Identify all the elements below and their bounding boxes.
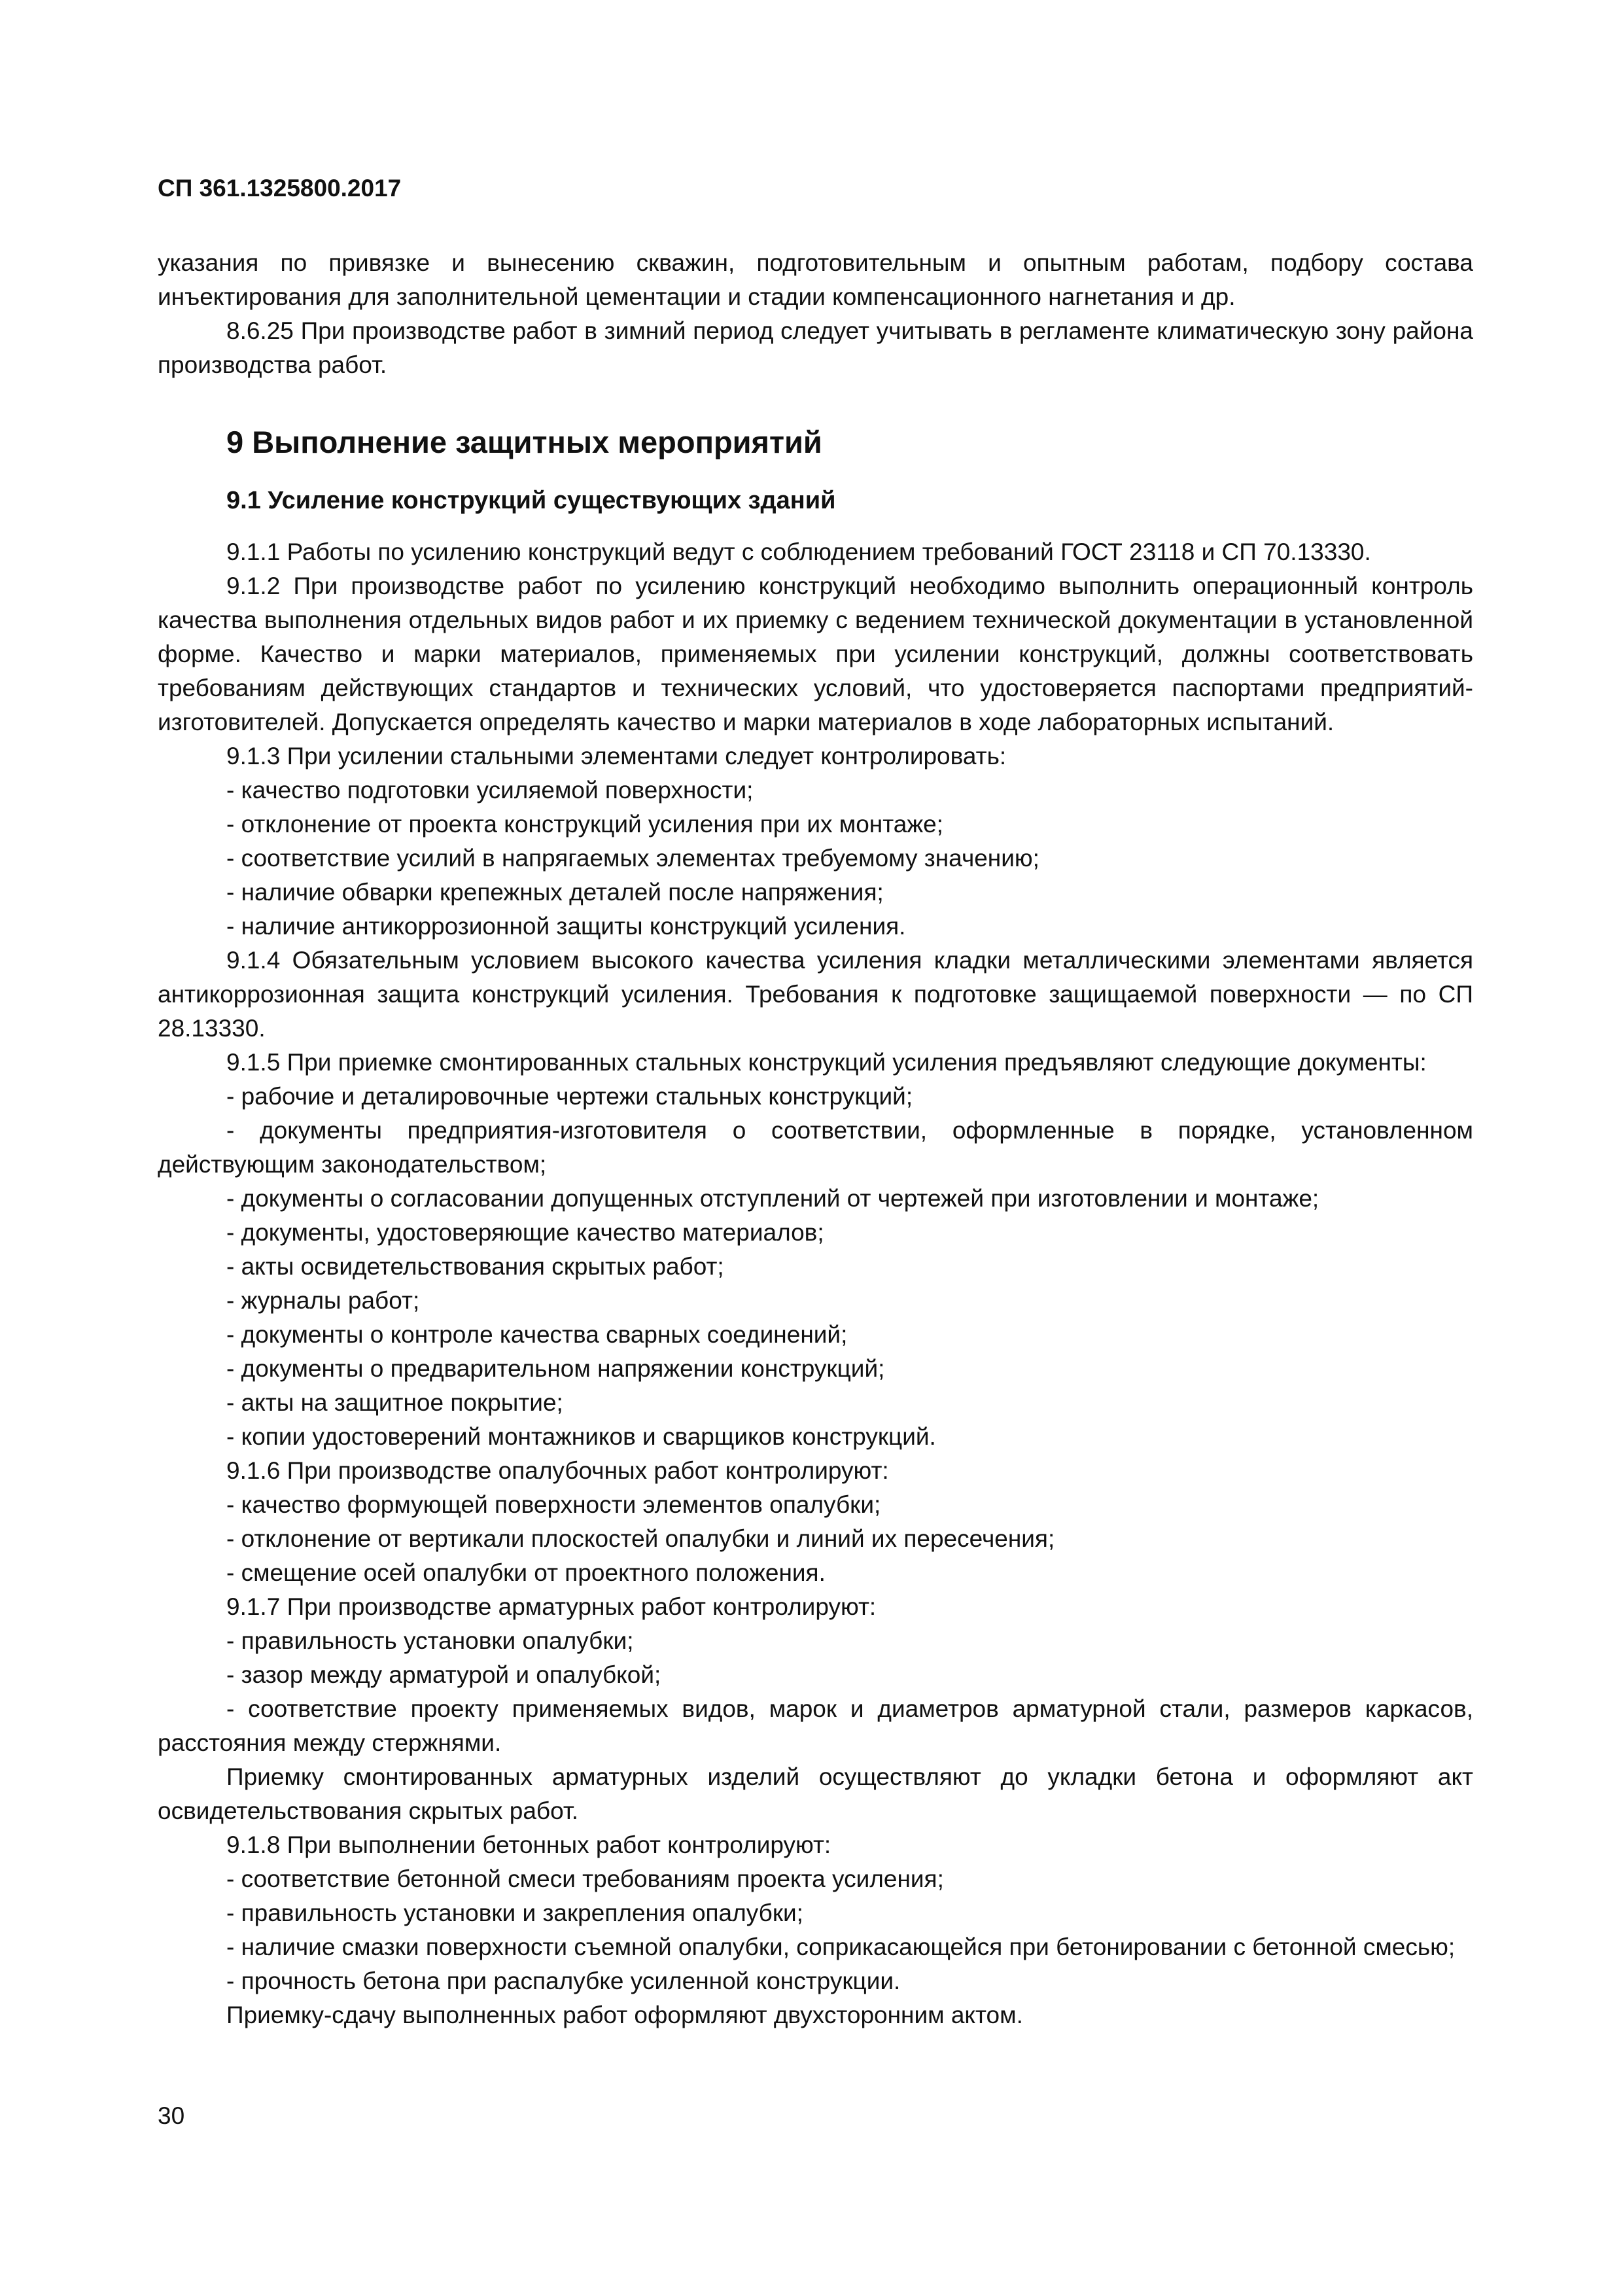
list-item: - наличие обварки крепежных деталей после напряжения; xyxy=(226,879,884,906)
paragraph-9-1-7-acceptance: Приемку смонтированных арматурных изделий осуществляют до укладки бетона и оформляют акт освидетельствования скрытых работ. xyxy=(158,1763,1473,1824)
list-item: - наличие смазки поверхности съемной опалубки, соприкасающейся при бетонировании с бетонной смесью; xyxy=(226,1934,1456,1960)
paragraph-8-6-25: 8.6.25 При производстве работ в зимний период следует учитывать в регламенте климатическую зону района производства работ. xyxy=(158,317,1473,378)
list-item: - соответствие бетонной смеси требованиям проекта усиления; xyxy=(226,1865,944,1892)
list-item: - документы о согласовании допущенных отступлений от чертежей при изготовлении и монтаже; xyxy=(226,1185,1319,1212)
list-item: - документы предприятия-изготовителя о соответствии, оформленные в порядке, установленном действующим законодательством; xyxy=(158,1117,1473,1178)
section-heading-9: 9 Выполнение защитных мероприятий xyxy=(226,425,822,459)
list-item: - документы о контроле качества сварных соединений; xyxy=(226,1321,848,1348)
list-item: - прочность бетона при распалубке усиленной конструкции. xyxy=(226,1968,901,1994)
list-item: - качество формующей поверхности элементов опалубки; xyxy=(226,1491,881,1518)
list-item: - документы о предварительном напряжении конструкций; xyxy=(226,1355,885,1382)
list-item: - соответствие проекту применяемых видов, марок и диаметров арматурной стали, размеров каркасов, расстояния между стержнями. xyxy=(158,1695,1473,1756)
paragraph-9-1-3: 9.1.3 При усилении стальными элементами следует контролировать: xyxy=(226,743,1007,769)
paragraph-9-1-2: 9.1.2 При производстве работ по усилению конструкций необходимо выполнить операционный контроль качества выполнения отдельных видов работ и их приемку с ведением технической документации в установленной форме. Качество и марки материалов, применяемых при усилении конструкций, должны соответствовать требованиям действующих стандартов и технических условий, что удостоверяется паспортами предприятий-изготовителей. Допускается определять качество и марки материалов в ходе лабораторных испытаний. xyxy=(158,573,1473,735)
paragraph-9-1-5: 9.1.5 При приемке смонтированных стальных конструкций усиления предъявляют следующие документы: xyxy=(226,1049,1427,1076)
list-item: - соответствие усилий в напрягаемых элементах требуемому значению; xyxy=(226,845,1039,872)
document-page xyxy=(158,174,1473,2189)
list-item: - отклонение от проекта конструкций усиления при их монтаже; xyxy=(226,811,943,838)
document-body xyxy=(158,246,1473,2032)
list-item: - отклонение от вертикали плоскостей опалубки и линий их пересечения; xyxy=(226,1525,1055,1552)
list-item: - документы, удостоверяющие качество материалов; xyxy=(226,1219,824,1246)
subsection-heading-9-1: 9.1 Усиление конструкций существующих зданий xyxy=(226,487,836,514)
list-item: - рабочие и деталировочные чертежи стальных конструкций; xyxy=(226,1083,913,1110)
paragraph-final: Приемку-сдачу выполненных работ оформляют двухсторонним актом. xyxy=(226,2002,1023,2028)
list-item: - смещение осей опалубки от проектного положения. xyxy=(226,1559,826,1586)
list-item: - наличие антикоррозионной защиты конструкций усиления. xyxy=(226,913,906,940)
paragraph-9-1-4: 9.1.4 Обязательным условием высокого качества усиления кладки металлическими элементами является антикоррозионная защита конструкций усиления. Требования к подготовке защищаемой поверхности — по СП 28.13330. xyxy=(158,947,1473,1042)
page-number: 30 xyxy=(158,2102,185,2129)
list-item: - акты освидетельствования скрытых работ; xyxy=(226,1253,724,1280)
paragraph-9-1-6: 9.1.6 При производстве опалубочных работ контролируют: xyxy=(226,1457,889,1484)
list-item: - правильность установки и закрепления опалубки; xyxy=(226,1899,803,1926)
paragraph-9-1-1: 9.1.1 Работы по усилению конструкций ведут с соблюдением требований ГОСТ 23118 и СП 70.13330. xyxy=(226,539,1371,565)
list-item: - копии удостоверений монтажников и сварщиков конструкций. xyxy=(226,1423,936,1450)
document-code-header: СП 361.1325800.2017 xyxy=(158,175,402,202)
list-item: - правильность установки опалубки; xyxy=(226,1627,634,1654)
list-item: - акты на защитное покрытие; xyxy=(226,1389,563,1416)
paragraph-9-1-8: 9.1.8 При выполнении бетонных работ контролируют: xyxy=(226,1831,831,1858)
list-item: - качество подготовки усиляемой поверхности; xyxy=(226,777,754,804)
list-item: - журналы работ; xyxy=(226,1287,420,1314)
list-item: - зазор между арматурой и опалубкой; xyxy=(226,1661,661,1688)
paragraph-9-1-7: 9.1.7 При производстве арматурных работ контролируют: xyxy=(226,1593,877,1620)
paragraph-continuation: указания по привязке и вынесению скважин, подготовительным и опытным работам, подбору состава инъектирования для заполнительной цементации и стадии компенсационного нагнетания и др. xyxy=(158,249,1473,310)
